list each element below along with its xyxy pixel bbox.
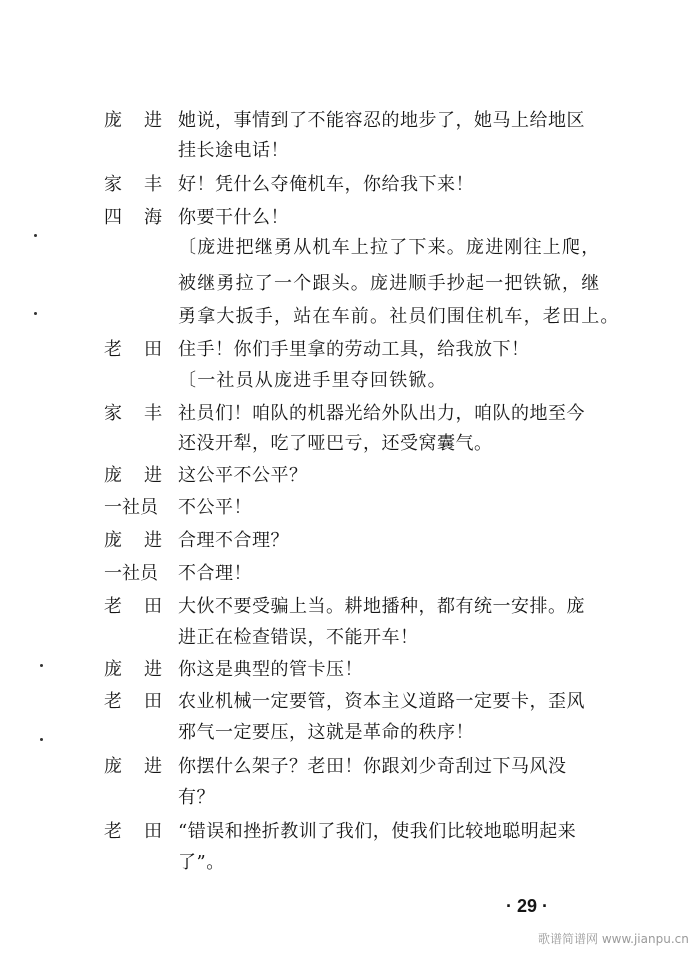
site-watermark: 歌谱简谱网 www.jianpu.cn (538, 932, 689, 946)
speaker-name: 一社员 (104, 497, 158, 518)
scan-speck (40, 664, 43, 667)
speaker-name: 老 田 (104, 339, 164, 360)
stage-direction-line: 〔一社员从庞进手里夺回铁锨。 (178, 370, 447, 391)
scan-speck (34, 234, 37, 237)
stage-direction-line: 〔庞进把继勇从机车上拉了下来。庞进刚往上爬， (178, 237, 601, 258)
dialogue-line: “错误和挫折教训了我们，使我们比较地聪明起来 (178, 821, 577, 842)
dialogue-line: 农业机械一定要管，资本主义道路一定要卡，歪风 (178, 691, 585, 712)
speaker-name: 四 海 (104, 207, 164, 228)
dialogue-line: 住手！你们手里拿的劳动工具，给我放下！ (178, 339, 530, 360)
speaker-name: 庞 进 (104, 110, 164, 131)
dialogue-line: 你这是典型的管卡压！ (178, 659, 363, 680)
speaker-name: 一社员 (104, 563, 158, 584)
dialogue-line: 大伙不要受骗上当。耕地播种，都有统一安排。庞 (178, 596, 585, 617)
speaker-name: 老 田 (104, 821, 164, 842)
dialogue-line: 合理不合理？ (178, 530, 289, 551)
scan-speck (34, 312, 37, 315)
speaker-name: 庞 进 (104, 659, 164, 680)
stage-direction-line: 被继勇拉了一个跟头。庞进顺手抄起一把铁锨，继 (178, 273, 601, 294)
speaker-name: 庞 进 (104, 530, 164, 551)
dialogue-line: 社员们！咱队的机器光给外队出力，咱队的地至今 (178, 403, 585, 424)
speaker-name: 庞 进 (104, 465, 164, 486)
dialogue-line: 不合理！ (178, 563, 252, 584)
dialogue-line: 你摆什么架子？老田！你跟刘少奇刮过下马风没 (178, 756, 567, 777)
scan-speck (40, 738, 43, 741)
dialogue-line: 不公平！ (178, 497, 252, 518)
dialogue-line: 你要干什么！ (178, 207, 289, 228)
dialogue-line: 好！凭什么夺俺机车，你给我下来！ (178, 174, 474, 195)
dialogue-line: 这公平不公平？ (178, 465, 308, 486)
dialogue-line: 邪气一定要压，这就是革命的秩序！ (178, 722, 474, 743)
speaker-name: 家 丰 (104, 403, 164, 424)
speaker-name: 家 丰 (104, 174, 164, 195)
dialogue-line: 进正在检查错误，不能开车！ (178, 627, 419, 648)
dialogue-line: 还没开犁，吃了哑巴亏，还受窝囊气。 (178, 433, 493, 454)
dialogue-line: 她说，事情到了不能容忍的地步了，她马上给地区 (178, 110, 585, 131)
page-number: · 29 · (506, 896, 549, 916)
stage-direction-line: 勇拿大扳手，站在车前。社员们围住机车，老田上。 (178, 306, 620, 327)
dialogue-line: 有？ (178, 787, 215, 808)
speaker-name: 庞 进 (104, 756, 164, 777)
speaker-name: 老 田 (104, 691, 164, 712)
dialogue-line: 挂长途电话！ (178, 140, 289, 161)
dialogue-line: 了”。 (178, 852, 225, 873)
speaker-name: 老 田 (104, 596, 164, 617)
